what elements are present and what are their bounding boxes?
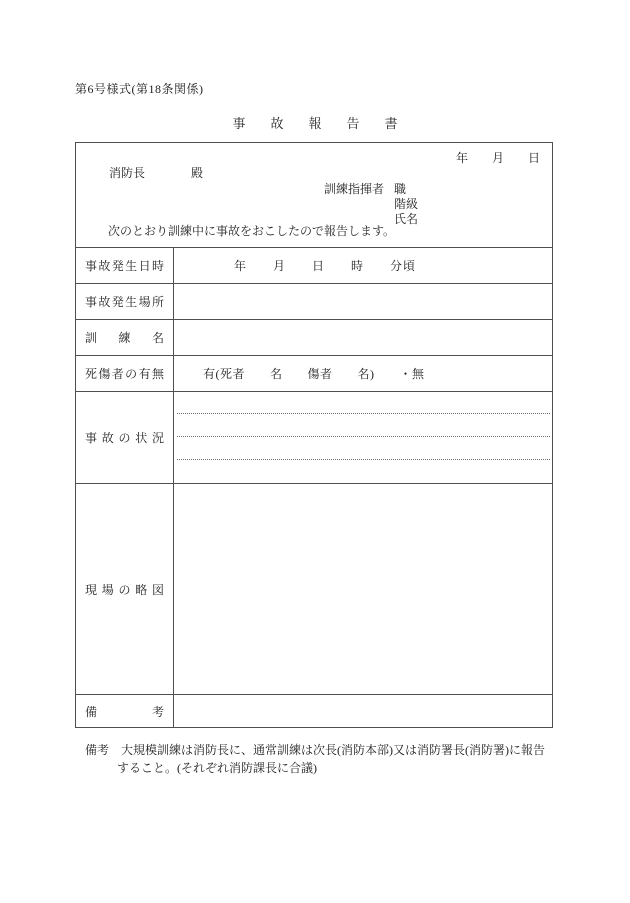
commander-field-name: 氏名 [394,212,419,226]
commander-fields [394,182,418,227]
row-label-accident-description: 事 故 の 状 況 [76,391,174,483]
row-label-accident-location: 事 故 発 生 場 所 [76,283,174,319]
table-header-section [76,143,552,247]
dotted-rule-line [177,413,550,414]
commander-block [324,182,418,227]
row-value-accident-location [174,283,552,319]
footnote-line-1: 備考 大規模訓練は消防長に、通常訓練は次長(消防本部)又は消防署長(消防署)に報告 [85,743,545,757]
row-value-accident-datetime: 年 月 日 時 分頃 [174,247,552,283]
commander-field-rank: 階級 [394,197,419,211]
commander-label: 訓練指揮者 [324,182,385,196]
row-value-site-sketch [174,483,552,694]
row-label-training-name: 訓 練 名 [76,319,174,355]
form-number: 第6号様式(第18条関係) [75,82,204,96]
row-label-accident-datetime: 事 故 発 生 日 時 [76,247,174,283]
report-intro-sentence: 次のとおり訓練中に事故をおこしたので報告します。 [108,224,396,238]
dotted-rule-line [177,436,550,437]
footnote-line-2: すること。(それぞれ消防課長に合議) [117,761,317,775]
row-value-accident-description [174,391,552,483]
addressee-line [109,164,203,181]
date-placeholder: 年 月 日 [455,151,540,165]
footnote [85,741,545,777]
addressee-honorific: 殿 [191,166,204,180]
row-value-training-name [174,319,552,355]
row-label-casualties: 死 傷 者 の 有 無 [76,355,174,391]
report-table [75,142,553,728]
dotted-rule-line [177,459,550,460]
commander-field-position: 職 [394,182,407,196]
addressee-title: 消防長 [109,166,146,180]
document-title: 事故報告書 [232,116,423,131]
row-label-site-sketch: 現 場 の 略 図 [76,483,174,694]
row-label-remarks: 備 考 [76,694,174,727]
row-value-remarks [174,694,552,727]
row-value-casualties: 有(死者 名 傷者 名) ・無 [174,355,552,391]
